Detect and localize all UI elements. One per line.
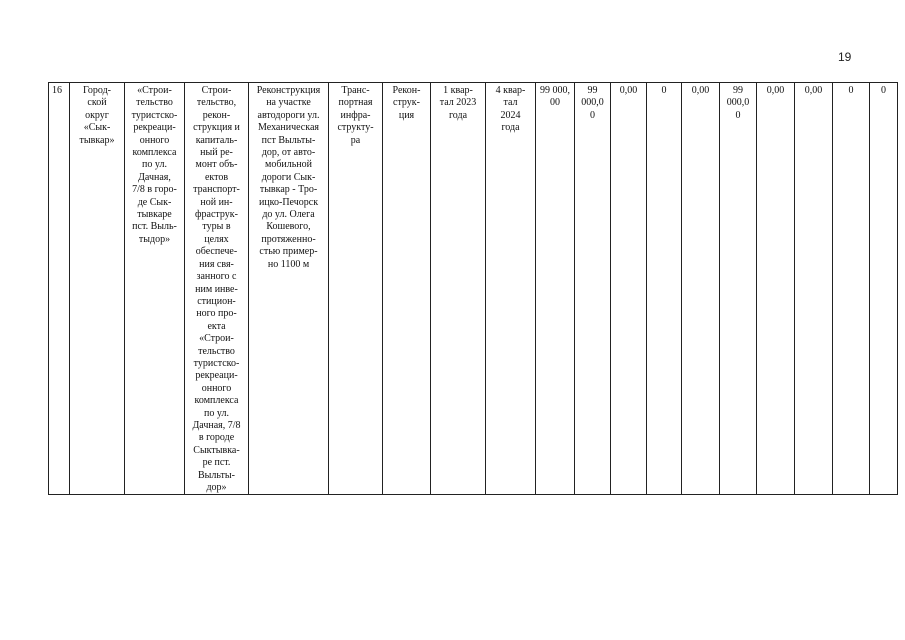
cell-amount-3: 0 [647, 83, 682, 495]
data-table [48, 82, 898, 495]
cell-start-date: 1 квар- тал 2023 года [431, 83, 486, 495]
cell-amount-9: 0 [870, 83, 898, 495]
cell-row-number: 16 [49, 83, 70, 495]
cell-total-amount: 99 000, 00 [536, 83, 575, 495]
cell-object-name: Реконструкция на участке автодороги ул. Механическая пст Выльты- дор, от авто- мобильной дороги Сык- тывкар - Тро- ицко-Печорск до ул. Олега Кошевого, протяженно- стью пример- но 1100 м [249, 83, 329, 495]
cell-amount-2: 0,00 [611, 83, 647, 495]
cell-work-type: Рекон- струк- ция [383, 83, 431, 495]
cell-amount-7: 0,00 [795, 83, 833, 495]
cell-investment-project: «Строи- тельство туристско- рекреаци- онного комплекса по ул. Дачная, 7/8 в горо- де Сык- тывкаре пст. Выль- тыдор» [125, 83, 185, 495]
cell-event-name: Строи- тельство, рекон- струкция и капиталь- ный ре- монт объ- ектов транспорт- ной ин- фраструк- туры в целях обеспече- ния свя- занного с ним инве- стицион- ного про- екта «Строи- тельство туристско- рекреаци- онного комплекса по ул. Дачная, 7/8 в городе Сыктывка- ре пст. Выльты- дор» [185, 83, 249, 495]
cell-infrastructure-type: Транс- портная инфра- структу- ра [329, 83, 383, 495]
cell-amount-1: 99 000,0 0 [575, 83, 611, 495]
cell-amount-5: 99 000,0 0 [720, 83, 757, 495]
cell-amount-8: 0 [833, 83, 870, 495]
cell-amount-6: 0,00 [757, 83, 795, 495]
table-row [49, 83, 898, 495]
cell-amount-4: 0,00 [682, 83, 720, 495]
cell-end-date: 4 квар- тал 2024 года [486, 83, 536, 495]
page-number: 19 [838, 50, 852, 64]
cell-municipality: Город- ской округ «Сык- тывкар» [70, 83, 125, 495]
